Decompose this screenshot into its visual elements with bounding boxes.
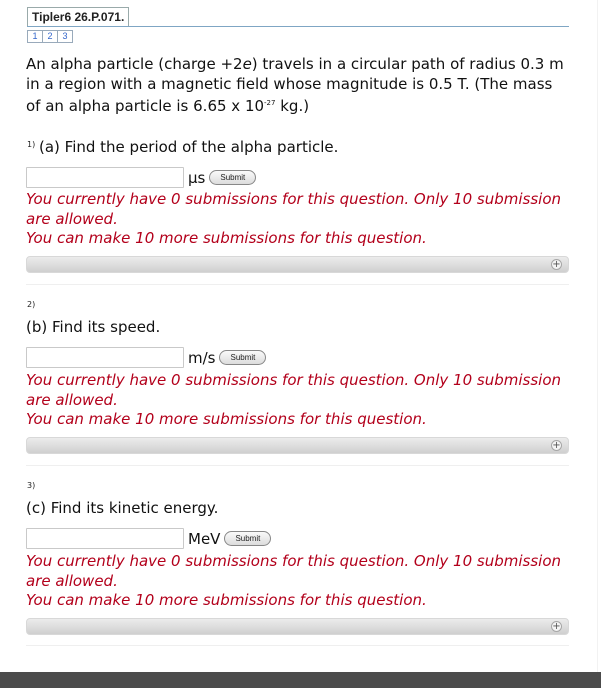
scrollbar-track[interactable] [597, 0, 601, 672]
submission-feedback: You currently have 0 submissions for this question. Only 10 submission are allowed. You can make 10 more submissions for this question. [26, 371, 562, 428]
question-text: (c) Find its kinetic energy. [26, 499, 219, 517]
pager-link-2[interactable]: 2 [42, 30, 58, 43]
answer-row [26, 167, 256, 188]
plus-circle-icon[interactable]: + [552, 440, 561, 451]
unit-label: MeV [188, 529, 221, 548]
submit-button-a[interactable]: Submit [209, 170, 256, 185]
plus-circle-icon[interactable]: + [552, 621, 561, 632]
assignment-title: Tipler6 26.P.071. [27, 7, 129, 27]
submit-button-c[interactable]: Submit [224, 531, 271, 546]
answer-row [26, 528, 271, 549]
unit-label: m/s [188, 348, 216, 367]
question-number: 3) [27, 481, 36, 490]
section-divider [26, 645, 569, 646]
question-text: (a) Find the period of the alpha particle. [39, 138, 339, 156]
submission-feedback: You currently have 0 submissions for this question. Only 10 submission are allowed. You can make 10 more submissions for this question. [26, 552, 562, 609]
submit-button-b[interactable]: Submit [219, 350, 266, 365]
expand-bar[interactable] [26, 437, 569, 454]
section-divider [26, 465, 569, 466]
pager-link-1[interactable]: 1 [27, 30, 43, 43]
plus-circle-icon[interactable]: + [552, 259, 561, 270]
question-number: 1) [27, 140, 36, 149]
footer-bar [0, 672, 601, 688]
expand-bar[interactable] [26, 256, 569, 273]
answer-row [26, 347, 266, 368]
answer-input-b[interactable] [26, 347, 184, 368]
pager-link-3[interactable]: 3 [57, 30, 73, 43]
question-pager [27, 30, 72, 43]
section-divider [26, 284, 569, 285]
problem-statement: An alpha particle (charge +2e) travels in a circular path of radius 0.3 m in a region with a magnetic field whose magnitude is 0.5 T. (The mass of an alpha particle is 6.65 x $10^{-27}$ kg.) [26, 55, 564, 115]
answer-input-c[interactable] [26, 528, 184, 549]
question-number: 2) [27, 300, 36, 309]
submission-feedback: You currently have 0 submissions for this question. Only 10 submission are allowed. You can make 10 more submissions for this question. [26, 190, 562, 247]
question-text: (b) Find its speed. [26, 318, 161, 336]
answer-input-a[interactable] [26, 167, 184, 188]
unit-label: μs [188, 168, 206, 187]
header-divider [27, 26, 569, 27]
expand-bar[interactable] [26, 618, 569, 635]
